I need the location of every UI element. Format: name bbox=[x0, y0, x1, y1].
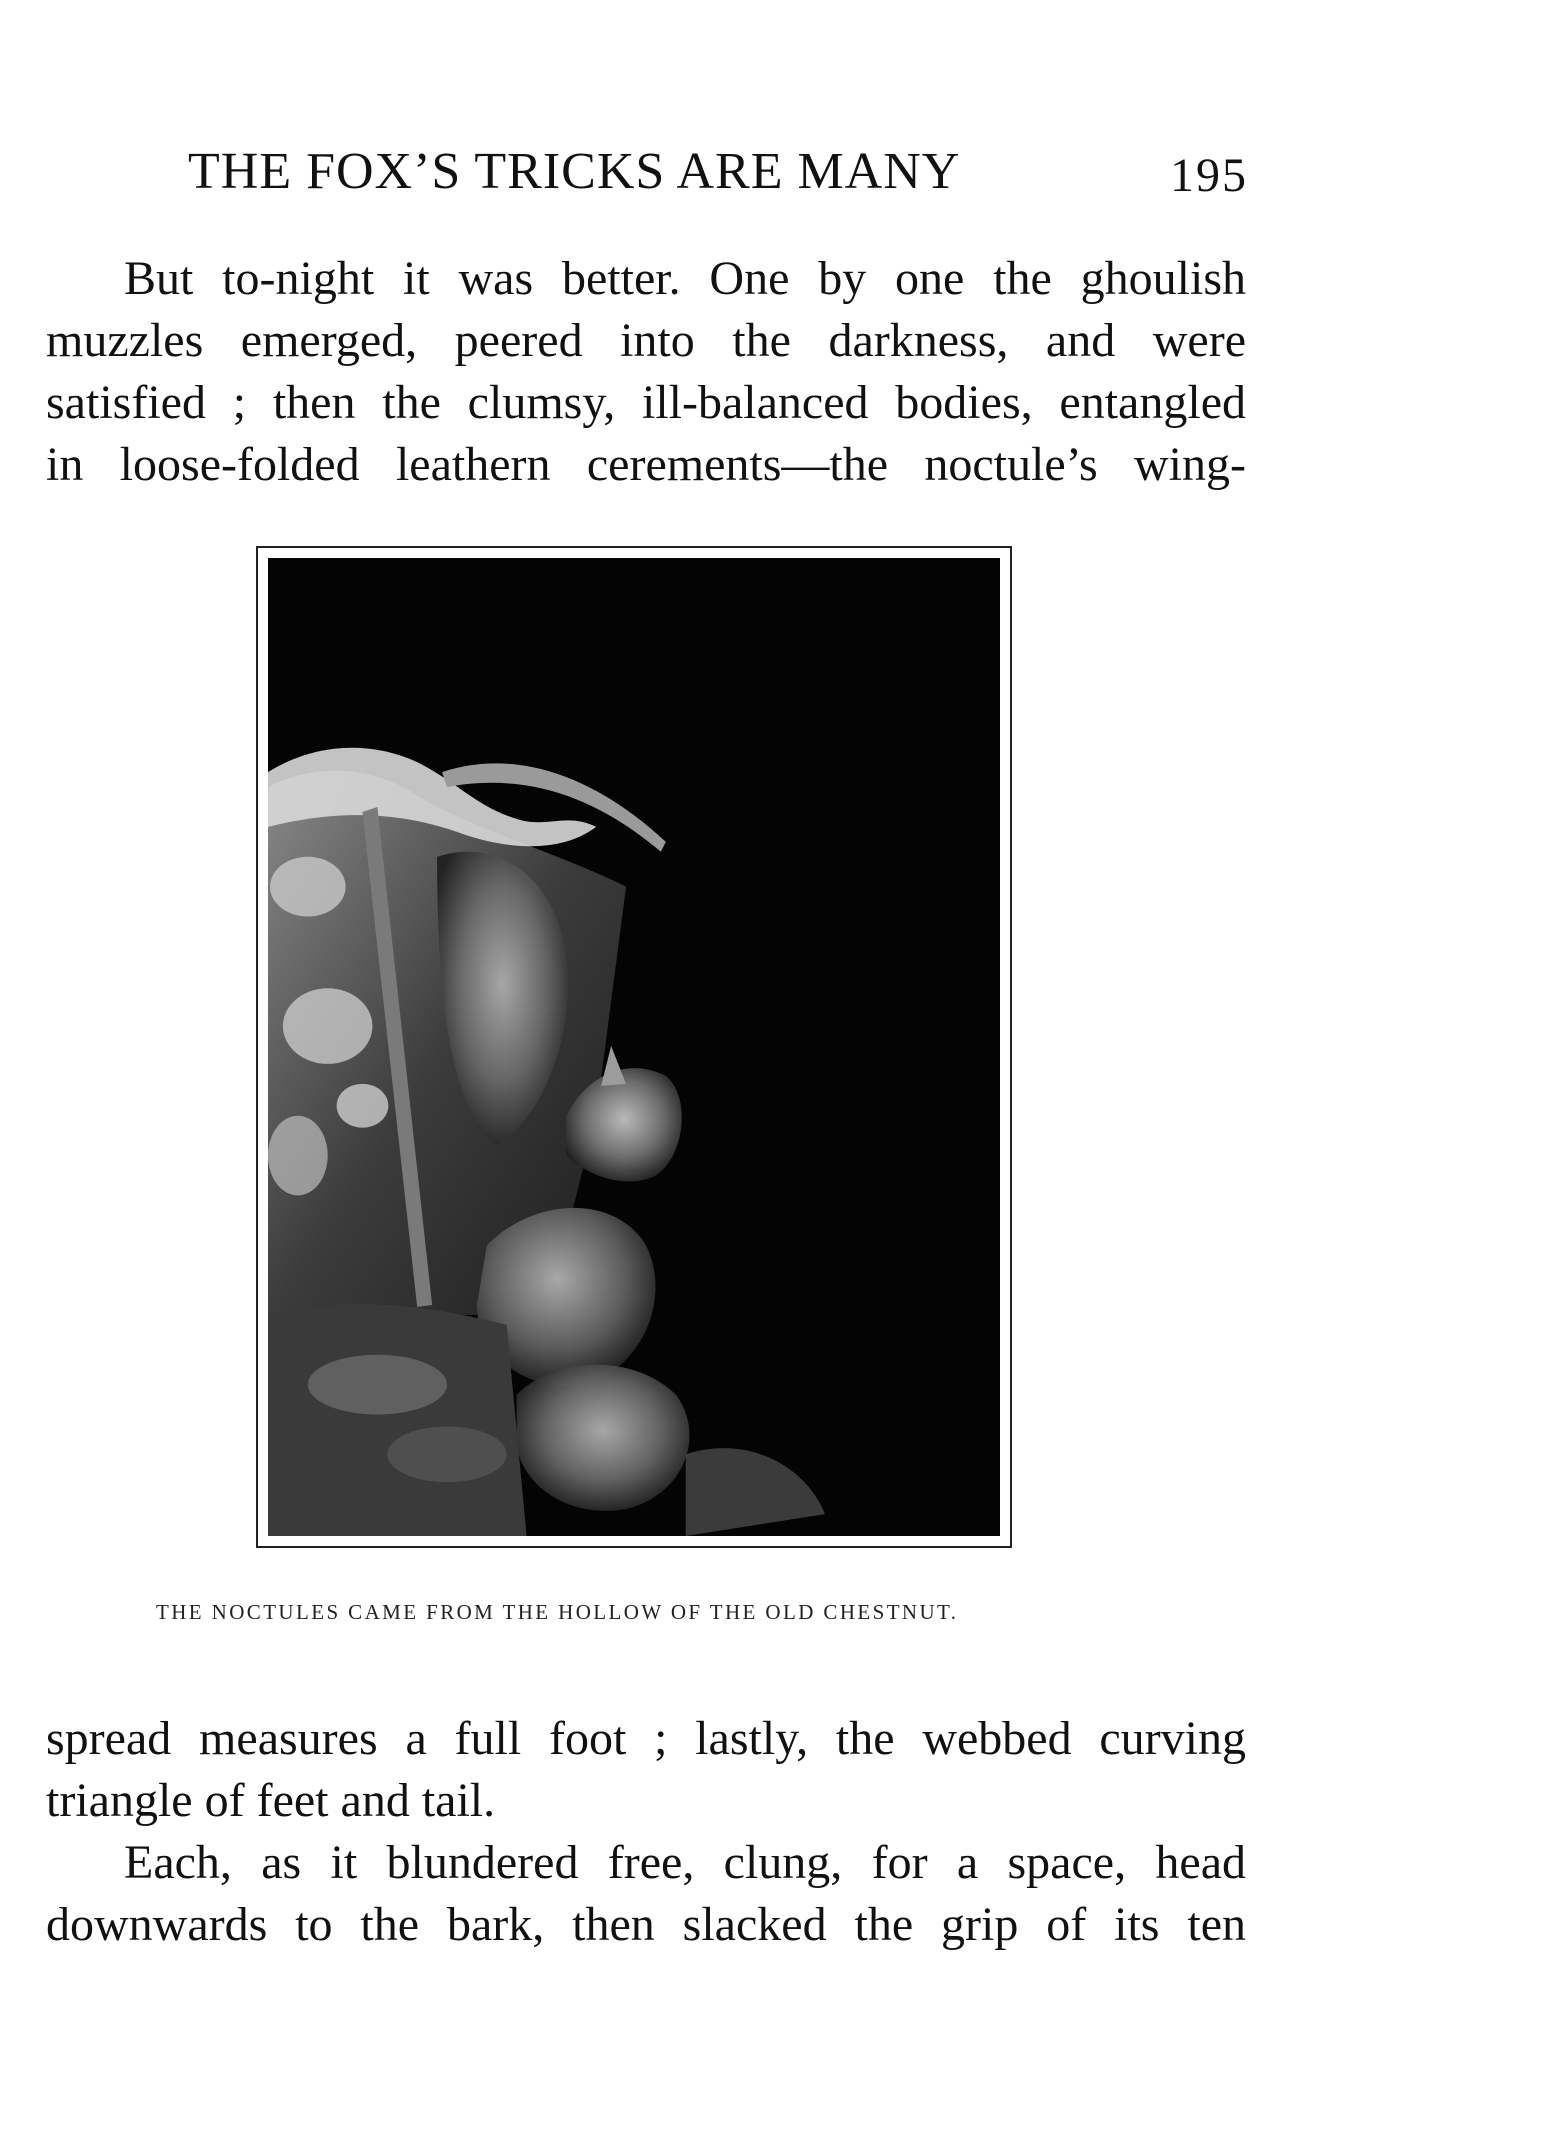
photo-plate-frame bbox=[256, 546, 1012, 1548]
photograph-drawing bbox=[268, 558, 1000, 1536]
page-number: 195 bbox=[1170, 149, 1248, 202]
noctule-bats-photograph bbox=[268, 558, 1000, 1536]
bottom-bat-shape bbox=[517, 1365, 690, 1511]
running-title: THE FOX’S TRICKS ARE MANY bbox=[188, 143, 961, 200]
running-head bbox=[188, 142, 1248, 214]
bottom-text bbox=[46, 1708, 1246, 1956]
text-line: satisfied ; then the clumsy, ill-balanced bodies, entangled bbox=[46, 376, 1246, 429]
text-line: muzzles emerged, peered into the darkness, and were bbox=[46, 314, 1246, 367]
text-line: Each, as it blundered free, clung, for a space, head bbox=[124, 1836, 1246, 1889]
top-paragraph bbox=[46, 248, 1246, 496]
text-line: triangle of feet and tail. bbox=[46, 1774, 496, 1827]
text-line: But to-night it was better. One by one the ghoulish bbox=[124, 252, 1246, 305]
bark-ledge-shape bbox=[268, 1304, 527, 1536]
text-line: spread measures a full foot ; lastly, the webbed curving bbox=[46, 1712, 1246, 1765]
text-line: downwards to the bark, then slacked the grip of its ten bbox=[46, 1898, 1246, 1951]
plate-caption: THE NOCTULES CAME FROM THE HOLLOW OF THE OLD CHESTNUT. bbox=[156, 1600, 959, 1624]
text-line: in loose-folded leathern cerements—the noctule’s wing- bbox=[46, 438, 1246, 491]
